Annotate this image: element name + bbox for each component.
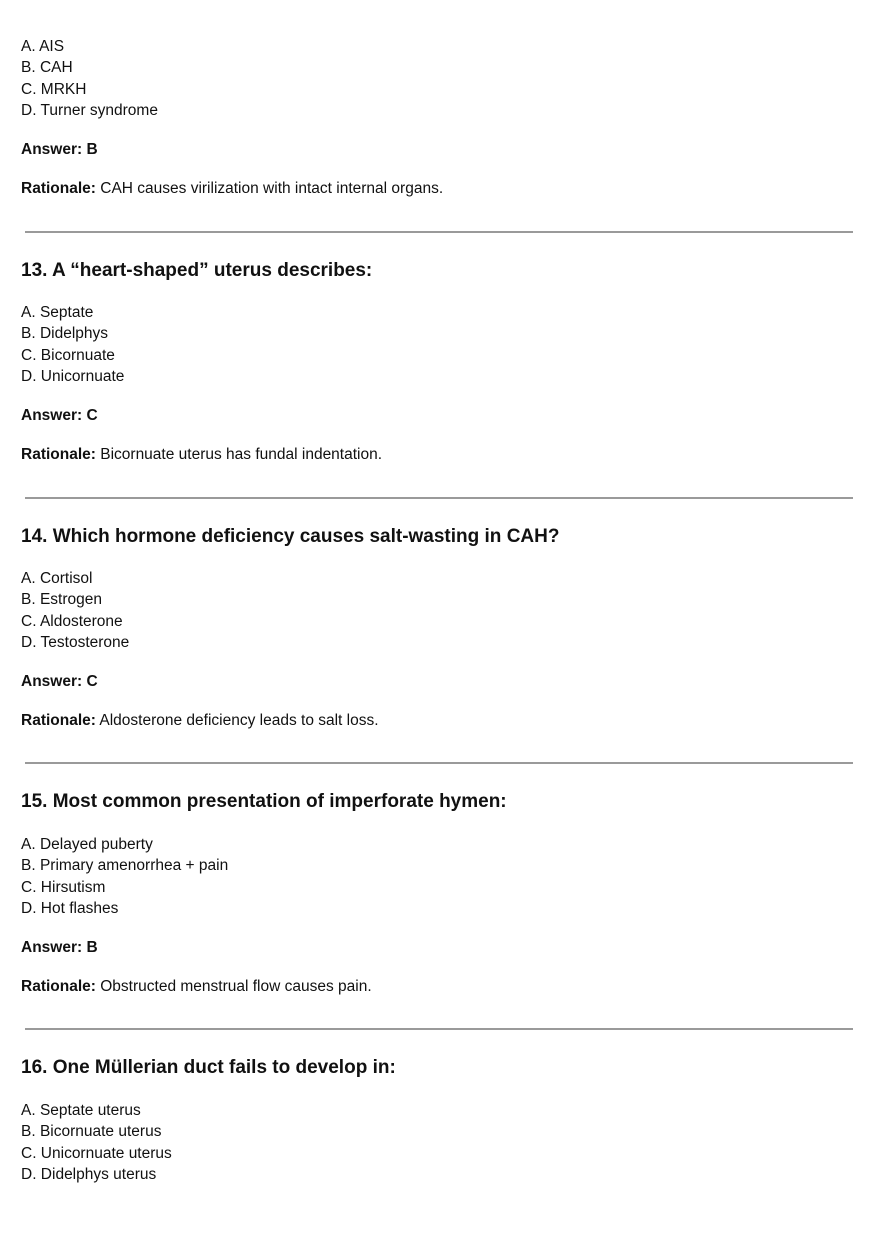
question-block [21, 790, 880, 997]
rationale [21, 976, 880, 997]
rationale [21, 710, 880, 731]
rationale-text: Bicornuate uterus has fundal indentation. [100, 446, 383, 464]
option-b: B. Estrogen [21, 591, 102, 609]
option-b: B. CAH [21, 59, 73, 77]
option-d: D. Hot flashes [21, 899, 119, 917]
question-title: 13. A “heart-shaped” uterus describes: [21, 259, 373, 281]
options-list [21, 834, 880, 920]
option-d: D. Testosterone [21, 634, 130, 652]
option-a: A. AIS [21, 38, 65, 55]
rationale-label: Rationale: [21, 446, 96, 464]
option-d: D. Unicornuate [21, 368, 125, 386]
rationale-text: CAH causes virilization with intact internal organs. [100, 180, 444, 198]
option-c: C. Hirsutism [21, 878, 106, 896]
question-12-continued [21, 36, 880, 200]
option-a: A. Septate uterus [21, 1101, 141, 1119]
answer-value: C [86, 673, 98, 691]
option-c: C. MRKH [21, 80, 87, 98]
rationale-label: Rationale: [21, 977, 96, 995]
option-a: A. Delayed puberty [21, 835, 153, 853]
answer-value: B [86, 938, 98, 956]
rationale-label: Rationale: [21, 712, 96, 730]
rationale [21, 444, 880, 465]
option-a: A. Cortisol [21, 569, 93, 587]
question-title: 16. One Müllerian duct fails to develop in: [21, 1057, 396, 1079]
question-block [21, 259, 880, 466]
divider [25, 1028, 853, 1030]
answer-value: C [86, 407, 98, 425]
option-a: A. Septate [21, 303, 94, 321]
answer-label: Answer: [21, 407, 83, 425]
option-c: C. Bicornuate [21, 346, 115, 364]
divider [25, 231, 853, 233]
option-c: C. Unicornuate uterus [21, 1144, 172, 1162]
answer [21, 937, 880, 958]
answer-label: Answer: [21, 141, 83, 159]
rationale-text: Obstructed menstrual flow causes pain. [100, 977, 372, 995]
options-list [21, 36, 880, 122]
option-b: B. Bicornuate uterus [21, 1123, 162, 1141]
question-title: 14. Which hormone deficiency causes salt-wasting in CAH? [21, 525, 560, 547]
question-block [21, 525, 880, 732]
answer-label: Answer: [21, 673, 83, 691]
answer [21, 405, 880, 426]
answer-label: Answer: [21, 938, 83, 956]
options-list [21, 302, 880, 388]
option-b: B. Didelphys [21, 325, 109, 343]
options-list [21, 1100, 880, 1186]
rationale [21, 178, 880, 199]
question-block [21, 1056, 880, 1185]
option-c: C. Aldosterone [21, 612, 123, 630]
answer [21, 671, 880, 692]
divider [25, 762, 853, 764]
options-list [21, 568, 880, 654]
option-b: B. Primary amenorrhea + pain [21, 857, 229, 875]
rationale-label: Rationale: [21, 180, 96, 198]
option-d: D. Turner syndrome [21, 102, 158, 120]
rationale-text: Aldosterone deficiency leads to salt loss. [99, 712, 379, 730]
answer [21, 139, 880, 160]
answer-value: B [86, 141, 98, 159]
divider [25, 497, 853, 499]
question-title: 15. Most common presentation of imperforate hymen: [21, 791, 507, 813]
option-d: D. Didelphys uterus [21, 1165, 157, 1183]
